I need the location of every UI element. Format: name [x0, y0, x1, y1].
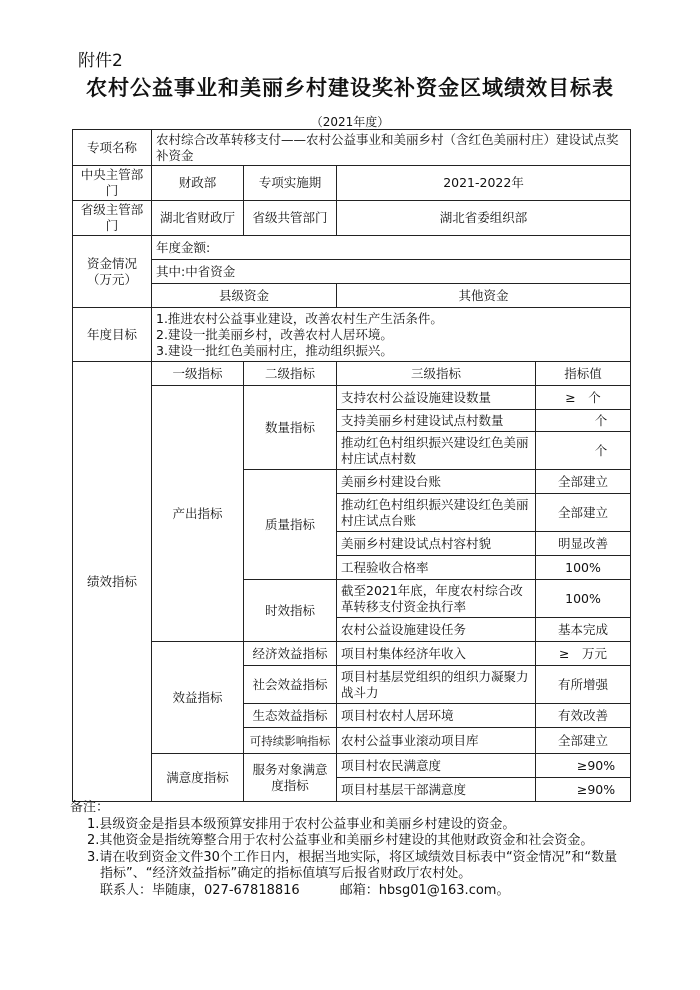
- indicator-value: 全部建立: [536, 728, 631, 754]
- satisfaction-indicator: 满意度指标: [152, 754, 244, 802]
- timeliness-indicator: 时效指标: [244, 580, 337, 642]
- annual-goals-label: 年度目标: [73, 308, 152, 362]
- indicator-value: 全部建立: [536, 494, 631, 532]
- quality-indicator: 质量指标: [244, 470, 337, 580]
- indicator-value: 全部建立: [536, 470, 631, 494]
- indicator-value: ≥90%: [536, 754, 631, 778]
- goal-line: 3.建设一批红色美丽村庄，推动组织振兴。: [156, 342, 393, 358]
- contact-line: [70, 883, 630, 900]
- goal-line: 2.建设一批美丽乡村，改善农村人居环境。: [156, 326, 393, 342]
- note-item: 1.县级资金是指县本级预算安排用于农村公益事业和美丽乡村建设的资金。: [87, 816, 516, 832]
- prov-dept-value: 湖北省财政厅: [152, 201, 244, 236]
- sustain-indicator: 可持续影响指标: [244, 728, 337, 754]
- indicator-value: ≥90%: [536, 778, 631, 802]
- indicator-item: 项目村集体经济年收入: [337, 642, 536, 666]
- indicator-item: 项目村基层党组织的组织力凝聚力战斗力: [337, 666, 536, 704]
- social-indicator: 社会效益指标: [244, 666, 337, 704]
- economic-indicator: 经济效益指标: [244, 642, 337, 666]
- ecological-indicator: 生态效益指标: [244, 704, 337, 728]
- period-value: 2021-2022年: [337, 166, 631, 201]
- notes-heading: 备注：: [70, 800, 110, 815]
- central-dept-label: 中央主管部门: [73, 166, 152, 201]
- indicator-value: ≥ 个: [536, 386, 631, 410]
- attachment-label: 附件2: [78, 51, 123, 71]
- performance-table: [72, 129, 631, 802]
- indicator-value: 个: [536, 410, 631, 432]
- note-item: 2.其他资金是指统筹整合用于农村公益事业和美丽乡村建设的其他财政资金和社会资金。: [87, 833, 594, 848]
- service-satisfaction-indicator: 服务对象满意度指标: [244, 754, 337, 802]
- header-value: 指标值: [536, 362, 631, 386]
- notes-section: [70, 800, 630, 899]
- central-dept-value: 财政部: [152, 166, 244, 201]
- indicator-value: 基本完成: [536, 618, 631, 642]
- output-indicator: 产出指标: [152, 386, 244, 642]
- contact-person: 联系人：毕随康，027-67818816: [100, 882, 300, 898]
- indicator-item: 美丽乡村建设试点村容村貌: [337, 532, 536, 556]
- project-name-value: 农村综合改革转移支付——农村公益事业和美丽乡村（含红色美丽村庄）建设试点奖补资金: [152, 130, 631, 166]
- header-level2: 二级指标: [244, 362, 337, 386]
- project-name-label: 专项名称: [73, 130, 152, 166]
- indicator-value: 有所增强: [536, 666, 631, 704]
- indicator-item: 农村公益设施建设任务: [337, 618, 536, 642]
- header-level1: 一级指标: [152, 362, 244, 386]
- indicator-item: 支持农村公益设施建设数量: [337, 386, 536, 410]
- indicator-item: 支持美丽乡村建设试点村数量: [337, 410, 536, 432]
- prov-joint-label: 省级共管部门: [244, 201, 337, 236]
- page-title: 农村公益事业和美丽乡村建设奖补资金区域绩效目标表: [86, 75, 614, 100]
- year-label: （2021年度）: [310, 115, 390, 129]
- indicator-item: 农村公益事业滚动项目库: [337, 728, 536, 754]
- annual-amount: 年度金额:: [152, 236, 631, 260]
- indicator-value: 100%: [536, 556, 631, 580]
- county-funds: 县级资金: [152, 284, 337, 308]
- indicator-item: 截至2021年底，年度农村综合改革转移支付资金执行率: [337, 580, 536, 618]
- indicator-value: 个: [536, 432, 631, 470]
- contact-email: 邮箱：hbsg01@163.com。: [339, 882, 510, 898]
- indicator-item: 项目村农村人居环境: [337, 704, 536, 728]
- indicator-value: 100%: [536, 580, 631, 618]
- perf-label: 绩效指标: [73, 362, 152, 802]
- goal-line: 1.推进农村公益事业建设，改善农村生产生活条件。: [156, 310, 443, 326]
- indicator-item: 美丽乡村建设台账: [337, 470, 536, 494]
- period-label: 专项实施期: [244, 166, 337, 201]
- other-funds: 其他资金: [337, 284, 631, 308]
- indicator-value: 有效改善: [536, 704, 631, 728]
- quantity-indicator: 数量指标: [244, 386, 337, 470]
- note-item: 3.请在收到资金文件30个工作日内，根据当地实际，将区域绩效目标表中“资金情况”和“数量指标”、“经济效益指标”确定的指标值填写后报省财政厅农村处。: [87, 849, 618, 881]
- indicator-item: 项目村基层干部满意度: [337, 778, 536, 802]
- benefit-indicator: 效益指标: [152, 642, 244, 754]
- prov-dept-label: 省级主管部门: [73, 201, 152, 236]
- indicator-item: 推动红色村组织振兴建设红色美丽村庄试点村数: [337, 432, 536, 470]
- indicator-item: 推动红色村组织振兴建设红色美丽村庄试点台账: [337, 494, 536, 532]
- indicator-item: 工程验收合格率: [337, 556, 536, 580]
- header-level3: 三级指标: [337, 362, 536, 386]
- central-provincial-funds: 其中:中省资金: [152, 260, 631, 284]
- annual-goals-text: [152, 308, 631, 362]
- indicator-value: 明显改善: [536, 532, 631, 556]
- funds-label: 资金情况（万元）: [73, 236, 152, 308]
- prov-joint-value: 湖北省委组织部: [337, 201, 631, 236]
- indicator-item: 项目村农民满意度: [337, 754, 536, 778]
- indicator-value: ≥ 万元: [536, 642, 631, 666]
